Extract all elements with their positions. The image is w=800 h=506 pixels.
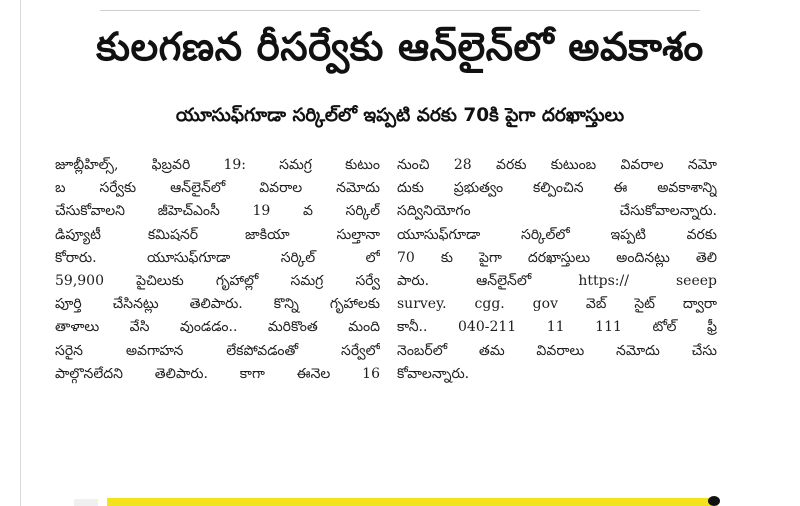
bottom-corner-block xyxy=(74,499,98,506)
article-column-left xyxy=(55,154,380,464)
column-line: 70 కు పైగా దరఖాస్తులు అందినట్లు తెలి xyxy=(397,249,717,266)
column-line: జూబ్లీహిల్స్‌, ఫిబ్రవరి 19: సమగ్ర కుటుం xyxy=(55,157,380,173)
column-line: బ సర్వేకు ఆన్‌లైన్‌లో వివరాల నమోదు xyxy=(55,180,380,197)
column-line: సద్వినియోగం చేసుకోవాలన్నారు. xyxy=(397,203,717,220)
column-line: దుకు ప్రభుత్వం కల్పించిన ఈ అవకాశాన్ని xyxy=(397,180,717,197)
column-line: 59,900 పైచిలుకు గృహాల్లో సమగ్ర సర్వే xyxy=(55,273,380,290)
column-line: కోరారు. యూసుఫ్‌గూడా సర్కిల్‌ లో xyxy=(55,249,380,266)
column-line: చేసుకోవాలని జీహెచ్‌ఎంసీ 19 వ సర్కిల్‌ xyxy=(55,203,380,220)
column-line: సరైన అవగాహన లేకపోవడంతో సర్వేలో xyxy=(55,342,380,359)
bar-edge-mark xyxy=(708,496,720,506)
column-line: నెంబర్‌లో తమ వివరాలు నమోదు చేసు xyxy=(397,342,717,359)
column-line: కోవాలన్నారు. xyxy=(397,365,470,382)
column-line: survey. cgg. gov వెబ్ సైట్ ద్వారా xyxy=(397,296,717,313)
column-line: నుంచి 28 వరకు కుటుంబ వివరాల నమో xyxy=(397,157,717,173)
subheadline: యూసుఫ్‌గూడా సర్కిల్‌లో ఇప్పటి వరకు 70కి పైగా దరఖాస్తులు xyxy=(175,105,625,126)
column-line: డిప్యూటీ కమిషనర్‌ జాకియా సుల్తానా xyxy=(55,226,380,243)
column-line: యూసుఫ్‌గూడా సర్కిల్‌లో ఇప్పటి వరకు xyxy=(397,226,717,243)
column-line: పారు. ఆన్‌లైన్‌లో https:// seeep xyxy=(397,273,717,290)
article-column-right xyxy=(397,154,717,464)
column-line: కానీ.. 040-211 11 111 టోల్ ఫ్రీ xyxy=(397,319,717,336)
column-line: పూర్తి చేసినట్లు తెలిపారు. కొన్ని గృహాలకు xyxy=(55,296,380,313)
column-line: తాళాలు వేసి వుండడం.. మరికొంత మంది xyxy=(55,319,380,336)
next-article-yellow-bar xyxy=(107,498,718,506)
headline: కులగణన రీసర్వేకు ఆన్‌లైన్‌లో అవకాశం xyxy=(96,25,704,70)
column-line: పాల్గొనలేదని తెలిపారు. కాగా ఈనెల 16 xyxy=(55,365,380,382)
top-rule xyxy=(100,10,700,11)
